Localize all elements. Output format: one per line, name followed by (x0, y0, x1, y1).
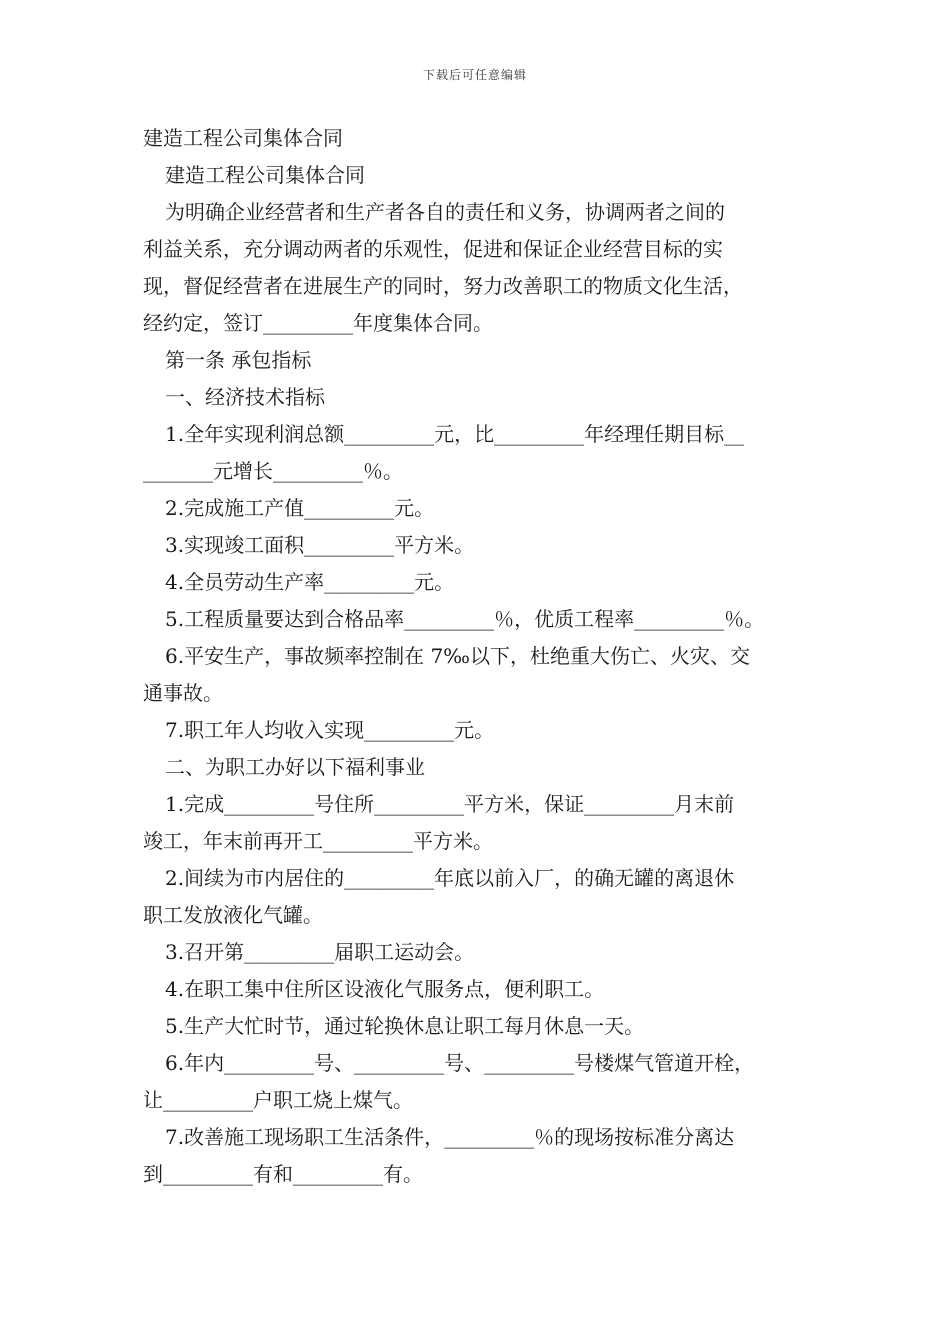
document-body (143, 120, 823, 1193)
section-heading: 一、经济技术指标 (165, 385, 325, 409)
list-item: 4.在职工集中住所区设液化气服务点，便利职工。 (165, 977, 605, 1001)
list-item-continued: 通事故。 (143, 681, 223, 705)
list-item-continued: 到_________有和_________有。 (143, 1162, 423, 1186)
list-item: 3.召开第_________届职工运动会。 (165, 940, 475, 964)
paragraph-line: 为明确企业经营者和生产者各自的责任和义务，协调两者之间的 (165, 200, 725, 224)
list-item: 6.平安生产，事故频率控制在 7‰以下，杜绝重大伤亡、火灾、交 (165, 644, 750, 668)
paragraph-line: 利益关系，充分调动两者的乐观性，促进和保证企业经营目标的实 (143, 237, 723, 261)
list-item: 3.实现竣工面积_________平方米。 (165, 533, 475, 557)
list-item-continued: _______元增长_________％。 (143, 459, 403, 483)
list-item: 7.职工年人均收入实现_________元。 (165, 718, 495, 742)
section-heading: 二、为职工办好以下福利事业 (165, 755, 425, 779)
paragraph-line: 现，督促经营者在进展生产的同时，努力改善职工的物质文化生活， (143, 274, 743, 298)
list-item: 5.生产大忙时节，通过轮换休息让职工每月休息一天。 (165, 1014, 645, 1038)
list-item: 5.工程质量要达到合格品率_________％，优质工程率_________％。 (165, 607, 765, 631)
list-item-continued: 竣工，年末前再开工_________平方米。 (143, 829, 493, 853)
list-item: 6.年内_________号、_________号、_________号楼煤气管道开栓， (165, 1051, 755, 1075)
list-item-continued: 职工发放液化气罐。 (143, 903, 323, 927)
list-item: 2.完成施工产值_________元。 (165, 496, 435, 520)
list-item: 2.间续为市内居住的_________年底以前入厂，的确无罐的离退休 (165, 866, 735, 890)
article-heading: 第一条 承包指标 (165, 348, 312, 372)
document-title: 建造工程公司集体合同 (143, 126, 343, 150)
paragraph-line: 经约定，签订_________年度集体合同。 (143, 311, 493, 335)
list-item: 1.全年实现利润总额_________元，比_________年经理任期目标__ (165, 422, 745, 446)
list-item-continued: 让_________户职工烧上煤气。 (143, 1088, 413, 1112)
list-item: 4.全员劳动生产率_________元。 (165, 570, 455, 594)
document-subtitle: 建造工程公司集体合同 (165, 163, 365, 187)
header-note: 下载后可任意编辑 (422, 68, 527, 82)
list-item: 7.改善施工现场职工生活条件，_________％的现场按标准分离达 (165, 1125, 735, 1149)
list-item: 1.完成_________号住所_________平方米，保证_________月末前 (165, 792, 735, 816)
